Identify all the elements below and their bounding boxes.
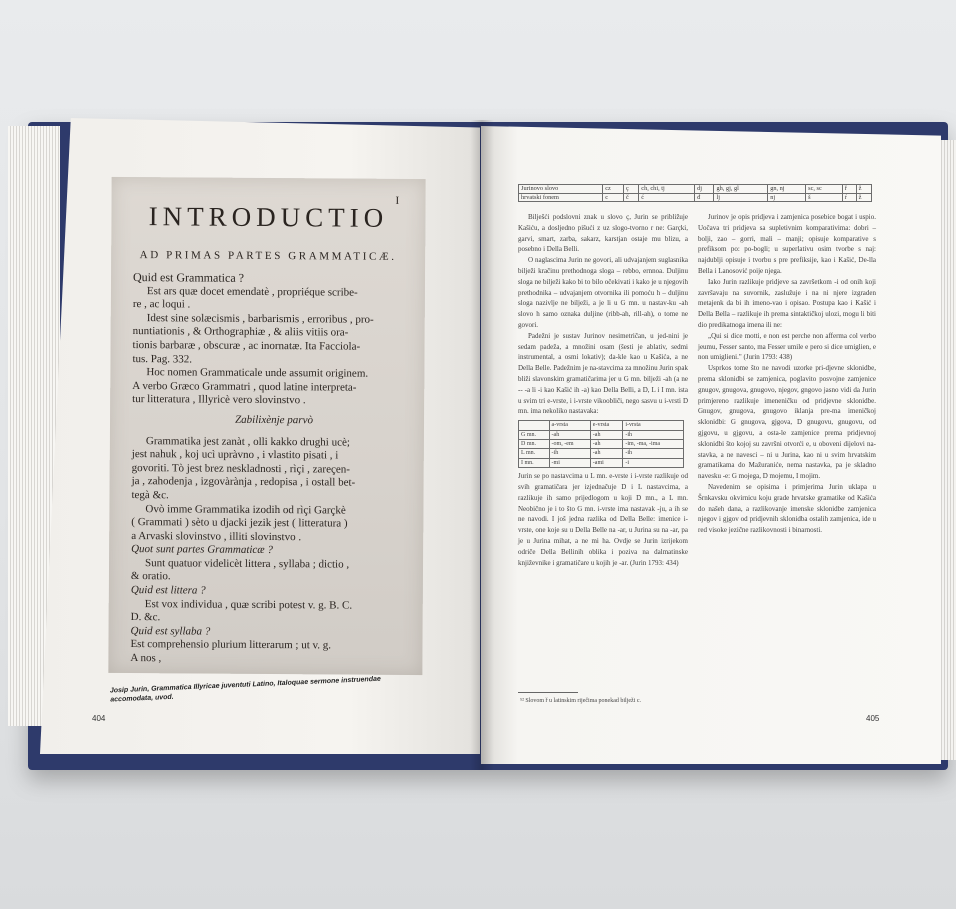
paragraph: Padežni je sustav Jurinov nesimetričan, u jed-nini je sedam padeža, a množini osam (šesti je ablativ, sedmi instrumental, a osmi lokativ); da-kle kao u Kašića, a ne Della Belle. Padežnim je na-stavcima za množinu Jurin spak bliži slavonskim gramatičarima jer u G mn. bilježi -ah (a ne -- -a li -i kao Kašić ih -a) kao Della Belli, a D, L i I mn. ista u svim tri e-vrste, i i-vrste vikoobliči, nego sasvu u i-vrsti D mn. ima nekoliko nastavaka: — [518, 331, 688, 416]
table-cell: dj — [695, 185, 714, 194]
table-cell: gn, nj — [768, 185, 806, 194]
table-cell: -ami — [590, 458, 623, 467]
facsimile-line: Quid est Grammatica ? — [132, 270, 245, 285]
table-cell: -im, -ma, -ima — [623, 439, 684, 448]
table-cell: cz — [603, 185, 624, 194]
table-cell: I mn. — [519, 458, 550, 467]
paragraph: Jurinov je opis pridjeva i zamjenica posebice bogat i uspio. Uočava tri pridjeva sa supletivnim komparativima: dobri – bolji, zao – gorri, mali – manji; opisuje komparative s prefiksom po: po-bogli; u superlativu osim tvorbe s naj: najdublji opisuje i tvorbu s pre prefiksije, kao i Kašić, De-lla Bella i Lanosović poije njega. — [698, 213, 876, 275]
table-cell: ŕ — [842, 193, 856, 202]
table-cell: G mn. — [519, 430, 550, 439]
facsimile-line: tus. Pag. 332. — [132, 352, 193, 366]
table-cell: L mn. — [519, 449, 550, 458]
table-cell: -ih — [549, 449, 590, 458]
book-gutter — [470, 120, 494, 770]
table-cell: -ih — [623, 430, 684, 439]
facsimile-line: govoriti. Tò jest brez neskladnosti , rìçi , zareçen- — [131, 461, 350, 476]
declension-table — [518, 420, 684, 468]
page-number-left: 404 — [92, 714, 106, 723]
facsimile-line: Quot sunt partes Grammaticæ ? — [131, 543, 273, 557]
table-cell: Jurinovo slovo — [519, 185, 603, 194]
table-cell: gh, gj, gl — [714, 185, 768, 194]
table-row — [519, 449, 684, 458]
paragraph: Bilješći podslovni znak u slovo ç, Jurin se približuje Kašiću, a dosljedno pišući z uz slogo-tvorno r ne: Garçki, garvi, smart, zarba, sakarz, karstjan ostaje mu blizu, a posebno i Della Belli. — [518, 213, 688, 254]
table-cell: -ih — [623, 449, 684, 458]
table-cell: ch, chi, tj — [639, 185, 695, 194]
facsimile-line: ja , zahodenja , izgovàrànja , redopisa , i ostall bet- — [131, 475, 356, 489]
table-cell: ž — [856, 185, 871, 194]
facsimile-line: Sunt quatuor videlicèt littera , syllaba ; dictio , — [144, 557, 350, 571]
facsimile-line: Quid est syllaba ? — [130, 624, 211, 638]
facsimile-line: Est ars quæ docet emendatè , propriéque scribe- — [146, 284, 358, 299]
facsimile-heading: Zabilixènje parvò — [235, 413, 314, 427]
facsimile-line: A nos , — [130, 652, 162, 665]
facsimile-line: jest nahuk , koj ucì upràvno , i vlastito pisati , i — [131, 448, 339, 462]
table-header: i-vrsta — [623, 421, 684, 430]
table-row — [519, 430, 684, 439]
facsimile-line: a Arvaski slovinstvo , illiti slovinstvo . — [131, 529, 302, 543]
facsimile-line: tionis barbaræ , obscuræ , ac inornatæ. Ita Facciola- — [132, 339, 361, 353]
table-cell: -ah — [590, 430, 623, 439]
table-cell: lj — [714, 193, 768, 202]
facsimile-line: Est comprehensio plurium litterarum ; ut v. g. — [130, 638, 332, 652]
facsimile-line: D. &c. — [130, 611, 161, 624]
table-cell: -ah — [590, 439, 623, 448]
table-cell: sc, sc — [806, 185, 843, 194]
paragraph: Jurin se po nastavcima u L mn. e-vrste i i-vrste razlikuje od svih gramatičara jer izjednačuje D i L nastavcima, a razlikuje ih samo prijedlogom u koji D mn., a L mn. Neobično je i to što G mn. i-vrste ima nastavak -ju, a ih se ne navodi. I još jedna razlika od Della Belle: imenice i-vrste, one koje su u Della Belle na -ar, u Jurina su na -ar, pa je u Jurina mihat, a ne mi ha. Ovdje se Jurin izrijekom odriče Della Bellinih oblika i poziva na dalmatinske književnike i gramatičare u kojih je -ar. (Jurin 1793: 434) — [518, 472, 688, 567]
facsimile-line: Hoc nomen Grammaticale unde assumit originem. — [146, 366, 369, 380]
facsimile-image — [108, 177, 425, 675]
table-row — [519, 458, 684, 467]
paragraph: Usprkos tome što ne navodi uzorke pri-djevne sklonidbe, prema sklonidbi se zamjenica, poglavito posvojne zamjenice gnugov, gnugova, gnugovo, njegov, gngovo jasno vidi da Jurin primjereno razlikuje imeneničku od pridjevne sklonidbe. Gnugov, gnugova, gnugovo iklanja pre-ma imeničkoj sklonidbi: G gnugova, gjgova, D gnugovu, gnugovu, od gjgovu, u gjgovu, a osta-le zamjenice prema pridjevnoj sklonidbi što kojoj su završni otvorći e, u oboveni dijelovi na-stavka, a ne navesci – ni u Jurina, kao ni u svim hrvatskim gramatikama do Mažuraniće, nema nastavka, pa je skladno navesku -e: G mojega, D mojemu, I mojim. — [698, 364, 876, 481]
facsimile-line: Idest sine solæcismis , barbarismis , erroribus , pro- — [146, 311, 374, 326]
table-header: a-vrsta — [549, 421, 590, 430]
letter-table — [518, 184, 872, 202]
facsimile-line: Ovò imme Grammatika izodih od rìçi Garçkè — [145, 502, 346, 517]
table-header — [519, 421, 550, 430]
facsimile-line: & oratio. — [130, 570, 171, 583]
table-cell: ž — [856, 193, 871, 202]
facsimile-subtitle: AD PRIMAS PARTES GRAMMATICÆ. — [139, 249, 397, 263]
facsimile-line: tegà &c. — [131, 488, 169, 502]
facsimile-line: ( Grammati ) sèto u djacki jezik jest ( litteratura ) — [131, 516, 348, 530]
table-cell: č — [624, 193, 639, 202]
quote: „Qui si dice motti, e non est perche non afferma col verbo jeumu, Fesser santo, ma Fesser umile e pero si dice umiglien, e non umiglieni." (Jurin 1793: 438) — [698, 331, 876, 362]
facsimile-body — [130, 271, 417, 668]
table-cell: -ah — [549, 430, 590, 439]
text-column-left — [518, 212, 688, 568]
table-cell: š — [806, 193, 843, 202]
footnote: ⁵² Slovom ř u latinskim riječima ponekad bilježi c. — [520, 698, 642, 704]
table-cell: ć — [639, 193, 695, 202]
table-cell: hrvatski fonem — [519, 193, 603, 202]
table-cell: -om, -em — [549, 439, 590, 448]
facsimile-line: nuntiationis , & Orthographiæ , & aliis vitiis ora- — [132, 325, 349, 339]
facsimile-line: A verbo Græco Grammatri , quod latine interpreta- — [132, 379, 357, 394]
table-cell: ř — [842, 185, 856, 194]
table-cell: c — [603, 193, 624, 202]
table-row — [519, 439, 684, 448]
facsimile-line: Quid est littera ? — [130, 584, 206, 597]
page-number-right: 405 — [866, 714, 880, 723]
table-header-row — [519, 421, 684, 430]
facsimile-page-mark: I — [395, 194, 400, 207]
table-cell: -i — [623, 458, 684, 467]
facsimile-line: Grammatika jest zanàt , olli kakko drughi ucè; — [145, 434, 350, 449]
paragraph: Navedenim se opisima i primjerima Jurin uklapa u Šrnkavsku okvirnicu koju grade hrvatske gramatike od Kašića do našeh dana, a razlikovanje imenske sklonidbe zamjenica njegov i gjgov od pridjevnih sklonidba ostalih zamjenica, ide u red visoke jezične razlikovnosti i binarnosti. — [698, 482, 876, 535]
facsimile-line: Est vox individua , quæ scribi potest v. g. B. C. — [144, 597, 353, 612]
table-cell: nj — [768, 193, 806, 202]
table-cell: -mi — [549, 458, 590, 467]
facsimile-line: re , ac loqui . — [132, 298, 191, 311]
table-cell: -ah — [590, 449, 623, 458]
paragraph: O naglascima Jurin ne govori, ali udvajanjem suglasnika bilježi kračinu prethodnoga sloga – rebbo, ernnoa. Duljinu sloga ne bilježi kako bi to bilo očekivati i kako je u njegovih prethodnika – udvajanjem otvornika ili pomoću h – duljinu sloga nazivlje ne bilježi, a je li u G mn. u nastav-ku -ah slovo h samo oznaka duljine (ribb-ah, rill-ah), o tome ne govori. — [518, 256, 688, 329]
footnote-rule — [518, 692, 578, 693]
table-row — [519, 193, 872, 202]
table-row — [519, 185, 872, 194]
image-caption: Josip Jurin, Grammatica Illyricae juventuti Latino, Italoquae sermone instruendae accomodata, uvod. — [109, 675, 381, 704]
table-cell: ç — [624, 185, 639, 194]
facsimile-title: INTRODUCTIO — [148, 201, 389, 233]
table-cell: D mn. — [519, 439, 550, 448]
table-cell: đ — [695, 193, 714, 202]
text-column-right — [698, 212, 876, 536]
table-header: e-vrsta — [590, 421, 623, 430]
facsimile-line: tur litteratura , Illyricè vero slovinstvo . — [132, 393, 306, 407]
paragraph: Iako Jurin razlikuje pridjeve sa završetkom -i od onih koji završavaju na suvornik, zaslužuje i na ni njere izgraden metajenk da bi ih imeno-vao i opisao. Postupa kao i Kašić i Della Bella – razlikuje ih prema sintaktičkoj ulozi, mogu li biti dio predikatnoga imena ili ne: — [698, 277, 876, 329]
